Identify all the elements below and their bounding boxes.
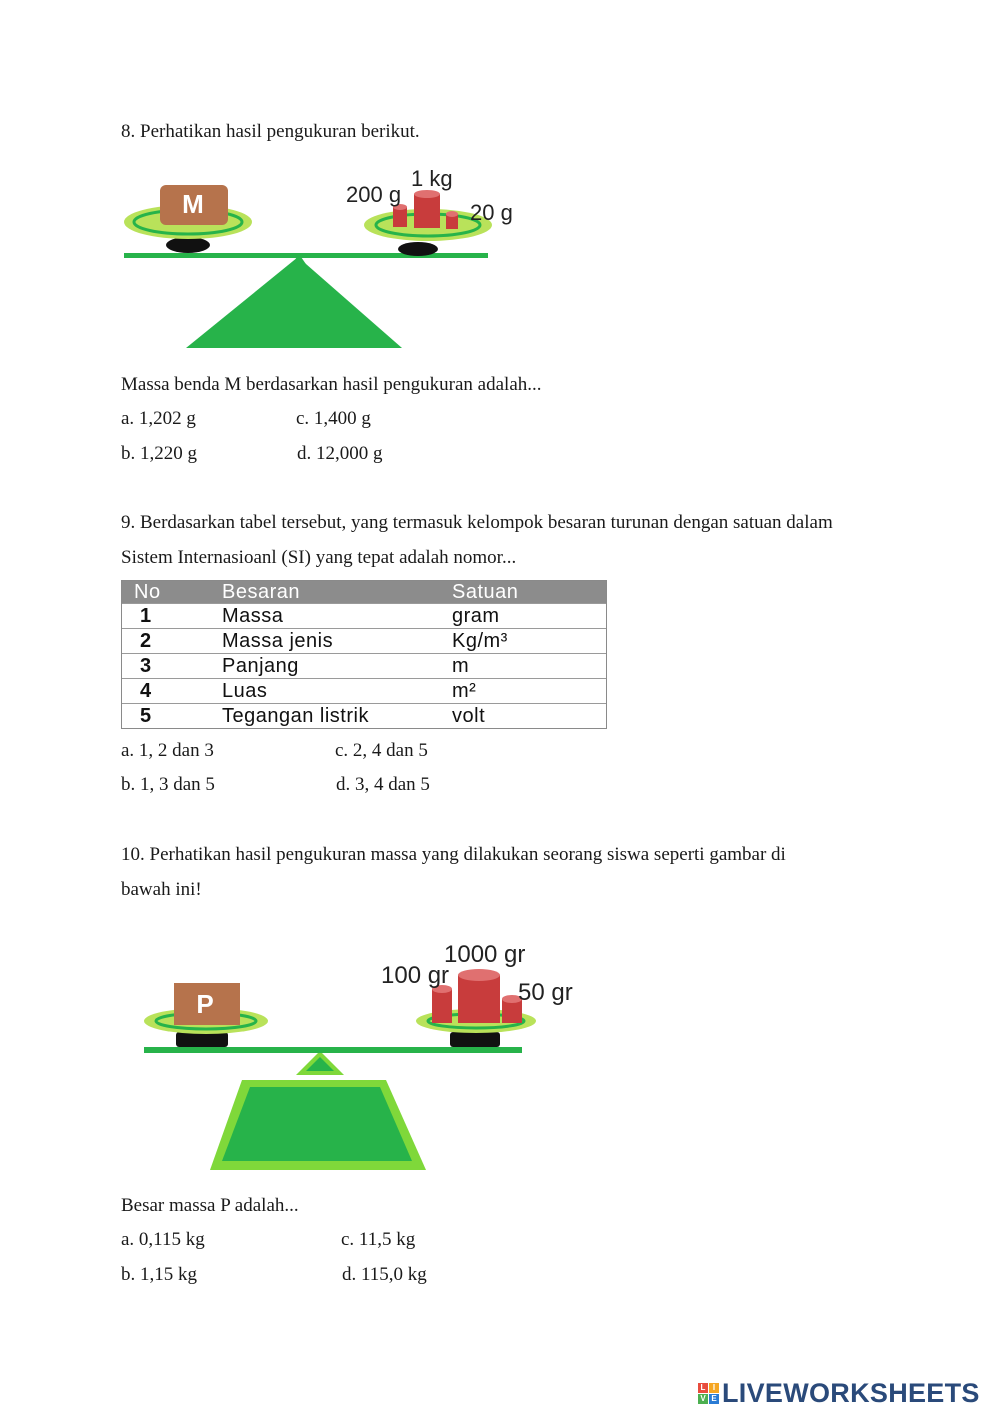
balance-base <box>186 257 402 348</box>
q8-option-c[interactable]: c. 1,400 g <box>296 408 371 429</box>
q9-option-b[interactable]: b. 1, 3 dan 5 <box>121 774 215 795</box>
row-satuan: m <box>452 654 470 677</box>
q10-option-c[interactable]: c. 11,5 kg <box>341 1229 416 1250</box>
q10-question-line1: 10. Perhatikan hasil pengukuran massa yang dilakukan seorang siswa seperti gambar di <box>121 844 786 865</box>
q8-option-d[interactable]: d. 12,000 g <box>297 443 383 464</box>
q8-option-b[interactable]: b. 1,220 g <box>121 443 197 464</box>
table-row <box>122 703 606 728</box>
table-row <box>122 653 606 678</box>
row-satuan: gram <box>452 604 500 627</box>
table-row <box>122 603 606 628</box>
logo-mark-icon <box>698 1383 719 1404</box>
q10-option-d[interactable]: d. 115,0 kg <box>342 1264 427 1285</box>
table-row <box>122 678 606 703</box>
q9-table <box>121 580 607 729</box>
weight-label-50gr: 50 gr <box>518 979 573 1006</box>
row-besaran: Tegangan listrik <box>222 704 369 727</box>
table-row <box>122 628 606 653</box>
logo-wordmark: LIVEWORKSHEETS <box>722 1378 980 1408</box>
row-no: 5 <box>140 704 152 727</box>
q10-option-b[interactable]: b. 1,15 kg <box>121 1264 197 1285</box>
q10-prompt: Besar massa P adalah... <box>121 1195 299 1216</box>
weight-label-200g: 200 g <box>346 182 402 207</box>
balance-beam <box>144 1047 522 1053</box>
logo-mark-l: L <box>698 1383 708 1393</box>
row-satuan: Kg/m³ <box>452 629 508 652</box>
row-besaran: Panjang <box>222 654 299 677</box>
q9-option-d[interactable]: d. 3, 4 dan 5 <box>336 774 430 795</box>
weight-label-100gr: 100 gr <box>381 962 450 989</box>
row-no: 1 <box>140 604 152 627</box>
row-besaran: Luas <box>222 679 268 702</box>
object-m-label: M <box>182 189 204 219</box>
header-no: No <box>134 580 161 603</box>
weight-label-1000gr: 1000 gr <box>444 941 526 968</box>
header-satuan: Satuan <box>452 580 519 603</box>
header-besaran: Besaran <box>222 580 300 603</box>
row-no: 4 <box>140 679 152 702</box>
weight-100gr <box>432 989 452 1023</box>
q8-option-a[interactable]: a. 1,202 g <box>121 408 196 429</box>
row-besaran: Massa <box>222 604 284 627</box>
row-satuan: m² <box>452 679 477 702</box>
liveworksheets-logo[interactable] <box>698 1378 980 1409</box>
logo-mark-v: V <box>698 1394 708 1404</box>
object-p-label: P <box>196 989 214 1019</box>
balance-beam <box>124 253 488 258</box>
row-no: 2 <box>140 629 152 652</box>
row-no: 3 <box>140 654 152 677</box>
q9-option-c[interactable]: c. 2, 4 dan 5 <box>335 740 428 761</box>
q8-question: 8. Perhatikan hasil pengukuran berikut. <box>121 121 420 142</box>
q10-question-line2: bawah ini! <box>121 879 202 900</box>
weight-label-20g: 20 g <box>470 200 513 225</box>
row-satuan: volt <box>452 704 486 727</box>
logo-mark-i: I <box>709 1383 719 1393</box>
q10-balance-figure <box>136 935 586 1175</box>
q9-option-a[interactable]: a. 1, 2 dan 3 <box>121 740 214 761</box>
q8-prompt: Massa benda M berdasarkan hasil pengukuran adalah... <box>121 374 542 395</box>
q8-balance-figure <box>118 162 518 352</box>
q9-question-line1: 9. Berdasarkan tabel tersebut, yang termasuk kelompok besaran turunan dengan satuan dalam <box>121 512 833 533</box>
weight-1kg <box>414 194 440 228</box>
q10-option-a[interactable]: a. 0,115 kg <box>121 1229 205 1250</box>
weight-label-1kg: 1 kg <box>411 166 453 191</box>
q9-question-line2: Sistem Internasioanl (SI) yang tepat adalah nomor... <box>121 547 517 568</box>
logo-mark-e: E <box>709 1394 719 1404</box>
row-besaran: Massa jenis <box>222 629 334 652</box>
table-header <box>122 581 606 603</box>
weight-1000gr <box>458 975 500 1023</box>
